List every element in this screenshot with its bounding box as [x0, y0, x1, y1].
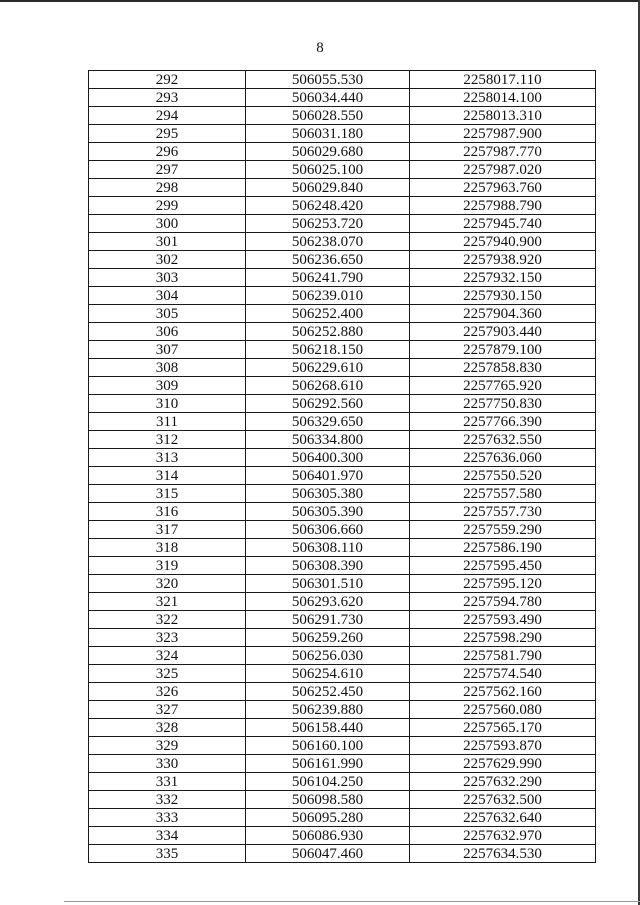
- y-coordinate-cell: 2257632.970: [410, 827, 596, 845]
- x-coordinate-cell: 506229.610: [246, 359, 410, 377]
- table-row: [89, 485, 596, 503]
- table-row: [89, 773, 596, 791]
- point-number-cell: 330: [89, 755, 246, 773]
- x-coordinate-cell: 506029.840: [246, 179, 410, 197]
- table-row: [89, 413, 596, 431]
- x-coordinate-cell: 506236.650: [246, 251, 410, 269]
- x-coordinate-cell: 506095.280: [246, 809, 410, 827]
- x-coordinate-cell: 506086.930: [246, 827, 410, 845]
- y-coordinate-cell: 2257595.120: [410, 575, 596, 593]
- x-coordinate-cell: 506098.580: [246, 791, 410, 809]
- x-coordinate-cell: 506401.970: [246, 467, 410, 485]
- point-number-cell: 333: [89, 809, 246, 827]
- x-coordinate-cell: 506239.010: [246, 287, 410, 305]
- x-coordinate-cell: 506252.400: [246, 305, 410, 323]
- y-coordinate-cell: 2257632.500: [410, 791, 596, 809]
- point-number-cell: 302: [89, 251, 246, 269]
- y-coordinate-cell: 2257593.490: [410, 611, 596, 629]
- point-number-cell: 294: [89, 107, 246, 125]
- y-coordinate-cell: 2257932.150: [410, 269, 596, 287]
- point-number-cell: 308: [89, 359, 246, 377]
- x-coordinate-cell: 506291.730: [246, 611, 410, 629]
- y-coordinate-cell: 2257988.790: [410, 197, 596, 215]
- y-coordinate-cell: 2257963.760: [410, 179, 596, 197]
- y-coordinate-cell: 2257560.080: [410, 701, 596, 719]
- table-row: [89, 215, 596, 233]
- scan-edge-top: [0, 0, 640, 2]
- point-number-cell: 305: [89, 305, 246, 323]
- point-number-cell: 331: [89, 773, 246, 791]
- x-coordinate-cell: 506248.420: [246, 197, 410, 215]
- coordinates-table-body: [89, 71, 596, 863]
- y-coordinate-cell: 2257550.520: [410, 467, 596, 485]
- y-coordinate-cell: 2258013.310: [410, 107, 596, 125]
- table-row: [89, 827, 596, 845]
- x-coordinate-cell: 506253.720: [246, 215, 410, 233]
- table-row: [89, 107, 596, 125]
- coordinates-table: [88, 70, 596, 863]
- table-row: [89, 431, 596, 449]
- table-row: [89, 665, 596, 683]
- x-coordinate-cell: 506305.380: [246, 485, 410, 503]
- point-number-cell: 326: [89, 683, 246, 701]
- table-row: [89, 449, 596, 467]
- y-coordinate-cell: 2257940.900: [410, 233, 596, 251]
- table-row: [89, 845, 596, 863]
- y-coordinate-cell: 2257581.790: [410, 647, 596, 665]
- table-row: [89, 125, 596, 143]
- table-row: [89, 467, 596, 485]
- x-coordinate-cell: 506308.110: [246, 539, 410, 557]
- table-row: [89, 719, 596, 737]
- table-row: [89, 503, 596, 521]
- point-number-cell: 323: [89, 629, 246, 647]
- table-row: [89, 395, 596, 413]
- table-row: [89, 521, 596, 539]
- x-coordinate-cell: 506306.660: [246, 521, 410, 539]
- point-number-cell: 313: [89, 449, 246, 467]
- y-coordinate-cell: 2257987.770: [410, 143, 596, 161]
- point-number-cell: 299: [89, 197, 246, 215]
- point-number-cell: 298: [89, 179, 246, 197]
- x-coordinate-cell: 506239.880: [246, 701, 410, 719]
- y-coordinate-cell: 2257945.740: [410, 215, 596, 233]
- table-row: [89, 539, 596, 557]
- table-row: [89, 575, 596, 593]
- point-number-cell: 292: [89, 71, 246, 89]
- table-row: [89, 611, 596, 629]
- point-number-cell: 316: [89, 503, 246, 521]
- table-row: [89, 89, 596, 107]
- point-number-cell: 307: [89, 341, 246, 359]
- y-coordinate-cell: 2257557.730: [410, 503, 596, 521]
- y-coordinate-cell: 2257634.530: [410, 845, 596, 863]
- point-number-cell: 304: [89, 287, 246, 305]
- y-coordinate-cell: 2257938.920: [410, 251, 596, 269]
- point-number-cell: 300: [89, 215, 246, 233]
- table-row: [89, 161, 596, 179]
- point-number-cell: 314: [89, 467, 246, 485]
- x-coordinate-cell: 506308.390: [246, 557, 410, 575]
- y-coordinate-cell: 2258014.100: [410, 89, 596, 107]
- y-coordinate-cell: 2257750.830: [410, 395, 596, 413]
- y-coordinate-cell: 2257879.100: [410, 341, 596, 359]
- table-row: [89, 377, 596, 395]
- y-coordinate-cell: 2257593.870: [410, 737, 596, 755]
- point-number-cell: 309: [89, 377, 246, 395]
- x-coordinate-cell: 506305.390: [246, 503, 410, 521]
- table-row: [89, 197, 596, 215]
- y-coordinate-cell: 2257595.450: [410, 557, 596, 575]
- point-number-cell: 321: [89, 593, 246, 611]
- table-row: [89, 791, 596, 809]
- point-number-cell: 328: [89, 719, 246, 737]
- point-number-cell: 315: [89, 485, 246, 503]
- point-number-cell: 327: [89, 701, 246, 719]
- point-number-cell: 332: [89, 791, 246, 809]
- table-row: [89, 305, 596, 323]
- point-number-cell: 293: [89, 89, 246, 107]
- y-coordinate-cell: 2257574.540: [410, 665, 596, 683]
- x-coordinate-cell: 506400.300: [246, 449, 410, 467]
- point-number-cell: 329: [89, 737, 246, 755]
- table-row: [89, 701, 596, 719]
- x-coordinate-cell: 506104.250: [246, 773, 410, 791]
- x-coordinate-cell: 506025.100: [246, 161, 410, 179]
- y-coordinate-cell: 2257930.150: [410, 287, 596, 305]
- point-number-cell: 325: [89, 665, 246, 683]
- y-coordinate-cell: 2257632.290: [410, 773, 596, 791]
- table-row: [89, 341, 596, 359]
- x-coordinate-cell: 506158.440: [246, 719, 410, 737]
- x-coordinate-cell: 506238.070: [246, 233, 410, 251]
- table-row: [89, 809, 596, 827]
- point-number-cell: 322: [89, 611, 246, 629]
- table-row: [89, 287, 596, 305]
- point-number-cell: 296: [89, 143, 246, 161]
- y-coordinate-cell: 2257594.780: [410, 593, 596, 611]
- scan-edge-bottom: [64, 901, 640, 902]
- y-coordinate-cell: 2257987.020: [410, 161, 596, 179]
- point-number-cell: 317: [89, 521, 246, 539]
- x-coordinate-cell: 506028.550: [246, 107, 410, 125]
- x-coordinate-cell: 506293.620: [246, 593, 410, 611]
- table-row: [89, 755, 596, 773]
- point-number-cell: 303: [89, 269, 246, 287]
- point-number-cell: 320: [89, 575, 246, 593]
- x-coordinate-cell: 506252.450: [246, 683, 410, 701]
- x-coordinate-cell: 506161.990: [246, 755, 410, 773]
- x-coordinate-cell: 506031.180: [246, 125, 410, 143]
- point-number-cell: 334: [89, 827, 246, 845]
- table-row: [89, 251, 596, 269]
- y-coordinate-cell: 2257765.920: [410, 377, 596, 395]
- x-coordinate-cell: 506055.530: [246, 71, 410, 89]
- x-coordinate-cell: 506259.260: [246, 629, 410, 647]
- y-coordinate-cell: 2257987.900: [410, 125, 596, 143]
- x-coordinate-cell: 506047.460: [246, 845, 410, 863]
- y-coordinate-cell: 2257858.830: [410, 359, 596, 377]
- point-number-cell: 295: [89, 125, 246, 143]
- y-coordinate-cell: 2258017.110: [410, 71, 596, 89]
- x-coordinate-cell: 506254.610: [246, 665, 410, 683]
- y-coordinate-cell: 2257632.550: [410, 431, 596, 449]
- x-coordinate-cell: 506252.880: [246, 323, 410, 341]
- y-coordinate-cell: 2257559.290: [410, 521, 596, 539]
- table-row: [89, 323, 596, 341]
- point-number-cell: 318: [89, 539, 246, 557]
- x-coordinate-cell: 506218.150: [246, 341, 410, 359]
- x-coordinate-cell: 506241.790: [246, 269, 410, 287]
- point-number-cell: 319: [89, 557, 246, 575]
- y-coordinate-cell: 2257598.290: [410, 629, 596, 647]
- table-row: [89, 557, 596, 575]
- point-number-cell: 311: [89, 413, 246, 431]
- y-coordinate-cell: 2257565.170: [410, 719, 596, 737]
- point-number-cell: 301: [89, 233, 246, 251]
- point-number-cell: 306: [89, 323, 246, 341]
- y-coordinate-cell: 2257629.990: [410, 755, 596, 773]
- table-row: [89, 737, 596, 755]
- y-coordinate-cell: 2257904.360: [410, 305, 596, 323]
- point-number-cell: 335: [89, 845, 246, 863]
- table-row: [89, 233, 596, 251]
- table-row: [89, 647, 596, 665]
- table-row: [89, 179, 596, 197]
- x-coordinate-cell: 506029.680: [246, 143, 410, 161]
- point-number-cell: 310: [89, 395, 246, 413]
- point-number-cell: 297: [89, 161, 246, 179]
- x-coordinate-cell: 506301.510: [246, 575, 410, 593]
- point-number-cell: 324: [89, 647, 246, 665]
- y-coordinate-cell: 2257557.580: [410, 485, 596, 503]
- y-coordinate-cell: 2257562.160: [410, 683, 596, 701]
- table-row: [89, 71, 596, 89]
- x-coordinate-cell: 506268.610: [246, 377, 410, 395]
- table-row: [89, 629, 596, 647]
- y-coordinate-cell: 2257903.440: [410, 323, 596, 341]
- y-coordinate-cell: 2257766.390: [410, 413, 596, 431]
- y-coordinate-cell: 2257586.190: [410, 539, 596, 557]
- x-coordinate-cell: 506334.800: [246, 431, 410, 449]
- table-row: [89, 359, 596, 377]
- x-coordinate-cell: 506256.030: [246, 647, 410, 665]
- x-coordinate-cell: 506160.100: [246, 737, 410, 755]
- table-row: [89, 269, 596, 287]
- x-coordinate-cell: 506034.440: [246, 89, 410, 107]
- x-coordinate-cell: 506292.560: [246, 395, 410, 413]
- y-coordinate-cell: 2257636.060: [410, 449, 596, 467]
- table-row: [89, 683, 596, 701]
- y-coordinate-cell: 2257632.640: [410, 809, 596, 827]
- page-number: 8: [316, 40, 324, 56]
- point-number-cell: 312: [89, 431, 246, 449]
- table-row: [89, 143, 596, 161]
- x-coordinate-cell: 506329.650: [246, 413, 410, 431]
- table-row: [89, 593, 596, 611]
